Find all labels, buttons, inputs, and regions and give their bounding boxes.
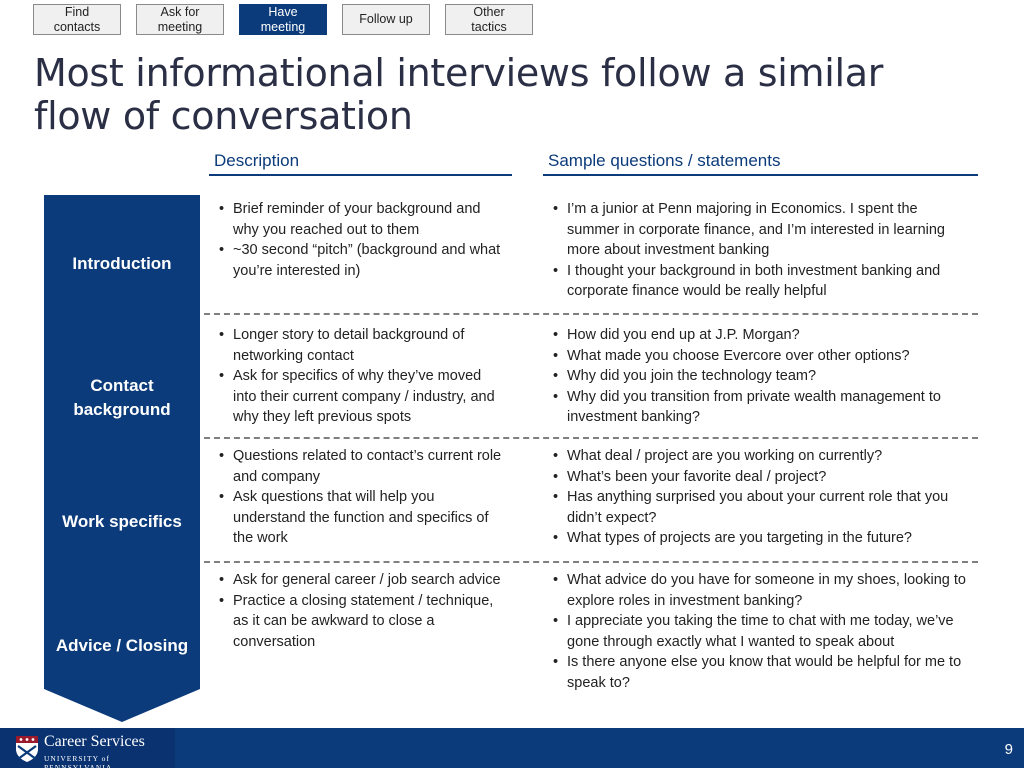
work-specifics-description-list xyxy=(219,446,504,549)
list-item: • Longer story to detail background of networking contact xyxy=(219,325,504,366)
page-number: 9 xyxy=(1004,741,1013,758)
column-header-description: Description xyxy=(209,151,512,176)
tab-have-meeting[interactable]: Have meeting xyxy=(239,4,327,35)
contact-background-description-list xyxy=(219,325,504,428)
process-nav xyxy=(33,4,548,35)
list-item: • What types of projects are you targeting in the future? xyxy=(553,528,968,549)
list-item: • I appreciate you taking the time to chat with me today, we’ve gone through exactly what I wanted to speak about xyxy=(553,611,978,652)
row-divider xyxy=(204,437,978,439)
stage-chevron-advice-closing xyxy=(44,567,200,722)
advice-closing-samples-list xyxy=(553,570,978,694)
list-item: • I’m a junior at Penn majoring in Economics. I spent the summer in corporate finance, and I’m interested in learning more about investment banking xyxy=(553,199,968,261)
list-item: • What advice do you have for someone in my shoes, looking to explore roles in investment banking? xyxy=(553,570,978,611)
brand-name: Career Services xyxy=(44,733,145,750)
advice-closing-description-list xyxy=(219,570,504,652)
list-item: • What deal / project are you working on currently? xyxy=(553,446,968,467)
list-item: • Has anything surprised you about your current role that you didn’t expect? xyxy=(553,487,968,528)
list-item: • Practice a closing statement / technique, as it can be awkward to close a conversation xyxy=(219,591,504,653)
penn-shield-icon xyxy=(15,735,39,763)
footer xyxy=(0,728,1024,772)
list-item: • Why did you join the technology team? xyxy=(553,366,968,387)
brand-subtitle: UNIVERSITY of PENNSYLVANIA xyxy=(44,754,113,772)
list-item: • ~30 second “pitch” (background and what you’re interested in) xyxy=(219,240,504,281)
stage-label: Work specifics xyxy=(62,512,182,531)
row-divider xyxy=(204,313,978,315)
list-item: • How did you end up at J.P. Morgan? xyxy=(553,325,968,346)
work-specifics-samples-list xyxy=(553,446,968,549)
list-item: • Questions related to contact’s current role and company xyxy=(219,446,504,487)
list-item: • Ask for specifics of why they’ve moved into their current company / industry, and why they left previous spots xyxy=(219,366,504,428)
tab-find-contacts[interactable]: Find contacts xyxy=(33,4,121,35)
tab-ask-for-meeting[interactable]: Ask for meeting xyxy=(136,4,224,35)
introduction-description-list xyxy=(219,199,504,281)
list-item: • What made you choose Evercore over other options? xyxy=(553,346,968,367)
list-item: • Why did you transition from private wealth management to investment banking? xyxy=(553,387,968,428)
column-header-samples: Sample questions / statements xyxy=(543,151,978,176)
contact-background-samples-list xyxy=(553,325,968,428)
introduction-samples-list xyxy=(553,199,968,302)
list-item: • What’s been your favorite deal / project? xyxy=(553,467,968,488)
stage-label: Advice / Closing xyxy=(55,636,189,655)
row-divider xyxy=(204,561,978,563)
list-item: • Brief reminder of your background and why you reached out to them xyxy=(219,199,504,240)
list-item: • I thought your background in both investment banking and corporate finance would be really helpful xyxy=(553,261,968,302)
tab-other-tactics[interactable]: Other tactics xyxy=(445,4,533,35)
tab-follow-up[interactable]: Follow up xyxy=(342,4,430,35)
list-item: • Is there anyone else you know that would be helpful for me to speak to? xyxy=(553,652,978,693)
list-item: • Ask for general career / job search advice xyxy=(219,570,504,591)
page-title: Most informational interviews follow a similar flow of conversation xyxy=(34,51,884,138)
list-item: • Ask questions that will help you understand the function and specifics of the work xyxy=(219,487,504,549)
career-services-logo xyxy=(0,728,175,772)
stage-label: Contact background xyxy=(73,376,171,419)
stage-label: Introduction xyxy=(72,254,172,273)
